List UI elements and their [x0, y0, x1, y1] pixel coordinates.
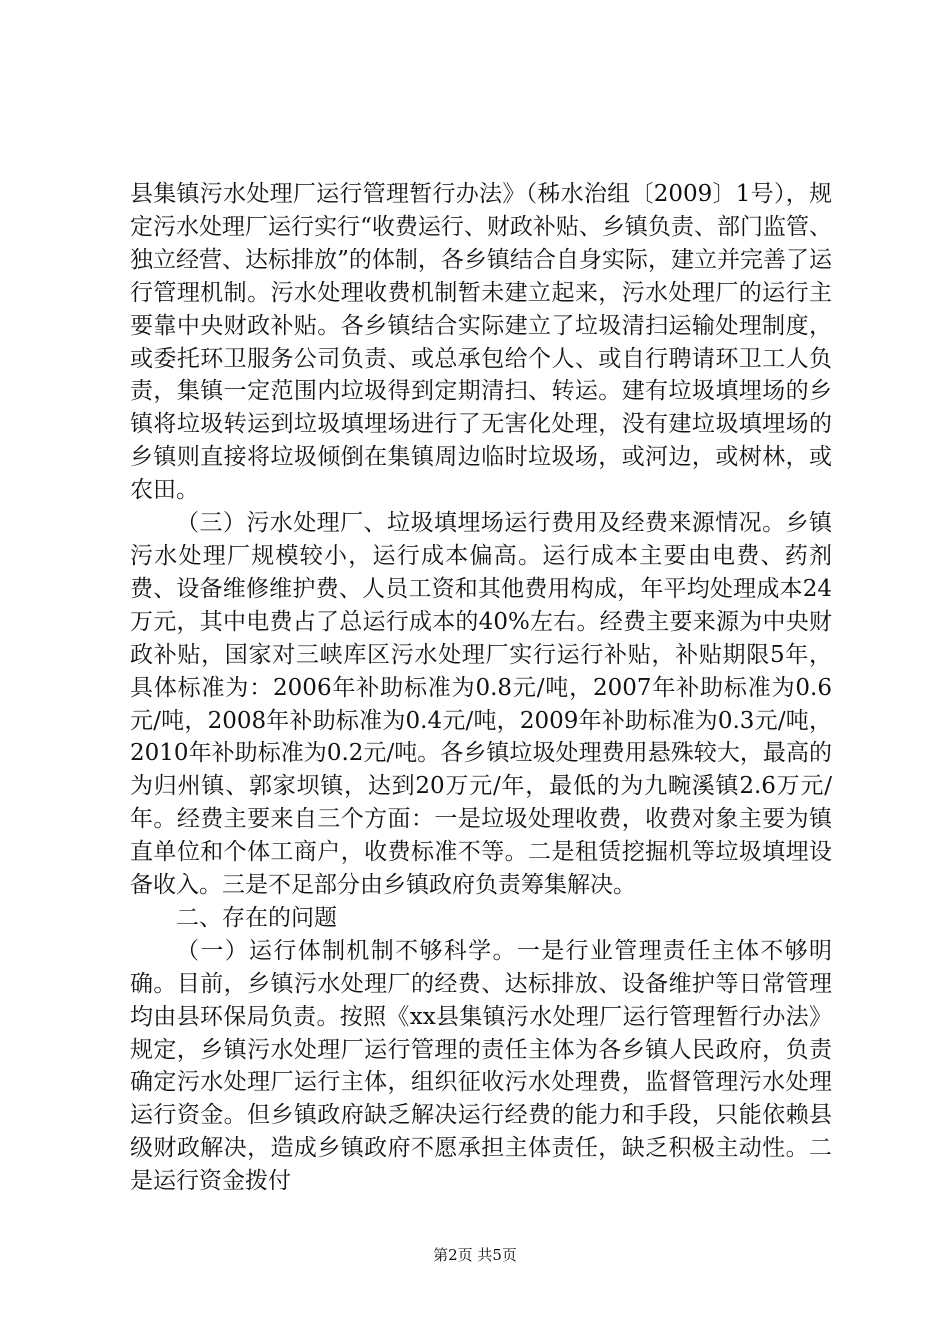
document-body: [130, 178, 832, 1198]
paragraph-problem-one: （一）运行体制机制不够科学。一是行业管理责任主体不够明确。目前，乡镇污水处理厂的经费、达标排放、设备维护等日常管理均由县环保局负责。按照《xx县集镇污水处理厂运行管理暂行办法》规定，乡镇污水处理厂运行管理的责任主体为各乡镇人民政府，负责确定污水处理厂运行主体，组织征收污水处理费，监督管理污水处理运行资金。但乡镇政府缺乏解决运行经费的能力和手段，只能依赖县级财政解决，造成乡镇政府不愿承担主体责任，缺乏积极主动性。二是运行资金拨付: [130, 937, 832, 1195]
section-heading-problems: 二、存在的问题: [176, 904, 337, 931]
paragraph-operating-costs: （三）污水处理厂、垃圾填埋场运行费用及经费来源情况。乡镇污水处理厂规模较小，运行成本偏高。运行成本主要由电费、药剂费、设备维修维护费、人员工资和其他费用构成，年平均处理成本24万元，其中电费占了总运行成本的40%左右。经费主要来源为中央财政补贴，国家对三峡库区污水处理厂实行运行补贴，补贴期限5年，具体标准为：2006年补助标准为0.8元/吨，2007年补助标准为0.6元/吨，2008年补助标准为0.4元/吨，2009年补助标准为0.3元/吨，2010年补助标准为0.2元/吨。各乡镇垃圾处理费用悬殊较大，最高的为归州镇、郭家坝镇，达到20万元/年，最低的为九畹溪镇2.6万元/年。经费主要来自三个方面：一是垃圾处理收费，收费对象主要为镇直单位和个体工商户，收费标准不等。二是租赁挖掘机等垃圾填埋设备收入。三是不足部分由乡镇政府负责筹集解决。: [130, 510, 832, 899]
paragraph-operation-mechanism: 县集镇污水处理厂运行管理暂行办法》（秭水治组〔2009〕1号），规定污水处理厂运行实行“收费运行、财政补贴、乡镇负责、部门监管、独立经营、达标排放”的体制，各乡镇结合自身实际，建立并完善了运行管理机制。污水处理收费机制暂未建立起来，污水处理厂的运行主要靠中央财政补贴。各乡镇结合实际建立了垃圾清扫运输处理制度，或委托环卫服务公司负责、或总承包给个人、或自行聘请环卫工人负责，集镇一定范围内垃圾得到定期清扫、转运。建有垃圾填埋场的乡镇将垃圾转运到垃圾填埋场进行了无害化处理，没有建垃圾填埋场的乡镇则直接将垃圾倾倒在集镇周边临时垃圾场，或河边，或树林，或农田。: [130, 181, 832, 504]
page-number-footer: 第2页 共5页: [433, 1246, 517, 1264]
